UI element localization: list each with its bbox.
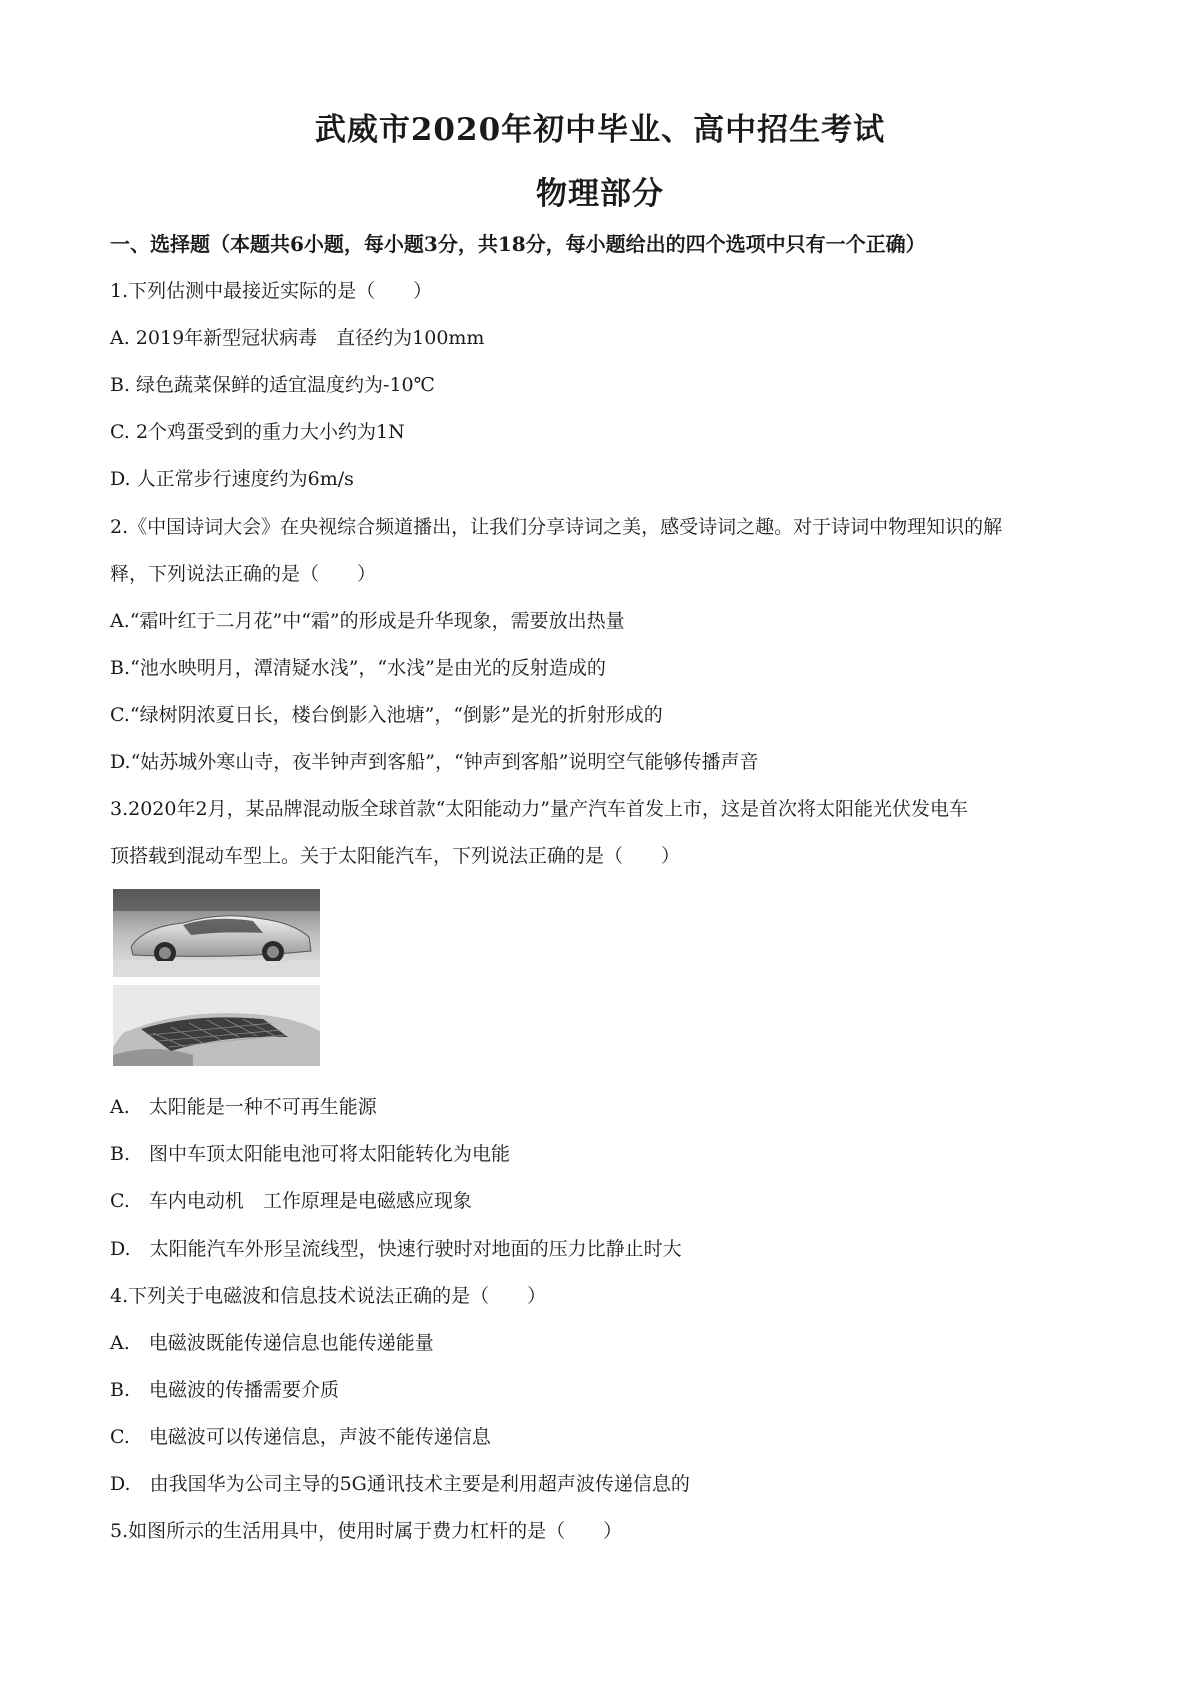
solar-roof-photo [113, 985, 320, 1066]
exam-subtitle: 物理部分 [536, 176, 664, 212]
question-4-stem: 4.下列关于电磁波和信息技术说法正确的是（ ） [110, 1285, 547, 1307]
car-photo [113, 889, 320, 977]
question-4-option-d: D. 由我国华为公司主导的5G通讯技术主要是利用超声波传递信息的 [110, 1473, 690, 1495]
question-1-option-c: C. 2个鸡蛋受到的重力大小约为1N [110, 421, 405, 443]
question-1-option-d: D. 人正常步行速度约为6m/s [110, 468, 354, 490]
question-2-stem-line-1: 2.《中国诗词大会》在央视综合频道播出，让我们分享诗词之美，感受诗词之趣。对于诗词中物理知识的解 [110, 516, 1003, 538]
question-2-stem-line-2: 释，下列说法正确的是（ ） [110, 563, 377, 585]
question-1-option-a: A. 2019年新型冠状病毒 直径约为100mm [110, 327, 485, 349]
question-1-stem: 1.下列估测中最接近实际的是（ ） [110, 280, 433, 302]
question-3-option-d: D. 太阳能汽车外形呈流线型，快速行驶时对地面的压力比静止时大 [110, 1238, 682, 1260]
question-2-option-d: D.“姑苏城外寒山寺，夜半钟声到客船”，“钟声到客船”说明空气能够传播声音 [110, 751, 759, 773]
question-1-option-b: B. 绿色蔬菜保鲜的适宜温度约为-10℃ [110, 374, 435, 396]
question-3-stem-line-2: 顶搭载到混动车型上。关于太阳能汽车，下列说法正确的是（ ） [110, 845, 681, 867]
question-3-option-b: B. 图中车顶太阳能电池可将太阳能转化为电能 [110, 1143, 511, 1165]
question-5-stem: 5.如图所示的生活用具中，使用时属于费力杠杆的是（ ） [110, 1520, 623, 1542]
question-3-option-c: C. 车内电动机 工作原理是电磁感应现象 [110, 1190, 472, 1212]
question-4-option-a: A. 电磁波既能传递信息也能传递能量 [110, 1332, 434, 1354]
question-2-option-a: A.“霜叶红于二月花”中“霜”的形成是升华现象，需要放出热量 [110, 610, 625, 632]
question-3-stem-line-1: 3.2020年2月，某品牌混动版全球首款“太阳能动力”量产汽车首发上市，这是首次将太阳能光伏发电车 [110, 798, 968, 820]
question-2-option-c: C.“绿树阴浓夏日长，楼台倒影入池塘”，“倒影”是光的折射形成的 [110, 704, 663, 726]
question-4-option-b: B. 电磁波的传播需要介质 [110, 1379, 340, 1401]
exam-title: 武威市2020年初中毕业、高中招生考试 [314, 112, 886, 148]
section-heading: 一、选择题（本题共6小题，每小题3分，共18分，每小题给出的四个选项中只有一个正确） [110, 232, 926, 256]
question-3-option-a: A. 太阳能是一种不可再生能源 [110, 1096, 377, 1118]
question-4-option-c: C. 电磁波可以传递信息，声波不能传递信息 [110, 1426, 491, 1448]
question-2-option-b: B.“池水映明月，潭清疑水浅”，“水浅”是由光的反射造成的 [110, 657, 606, 679]
